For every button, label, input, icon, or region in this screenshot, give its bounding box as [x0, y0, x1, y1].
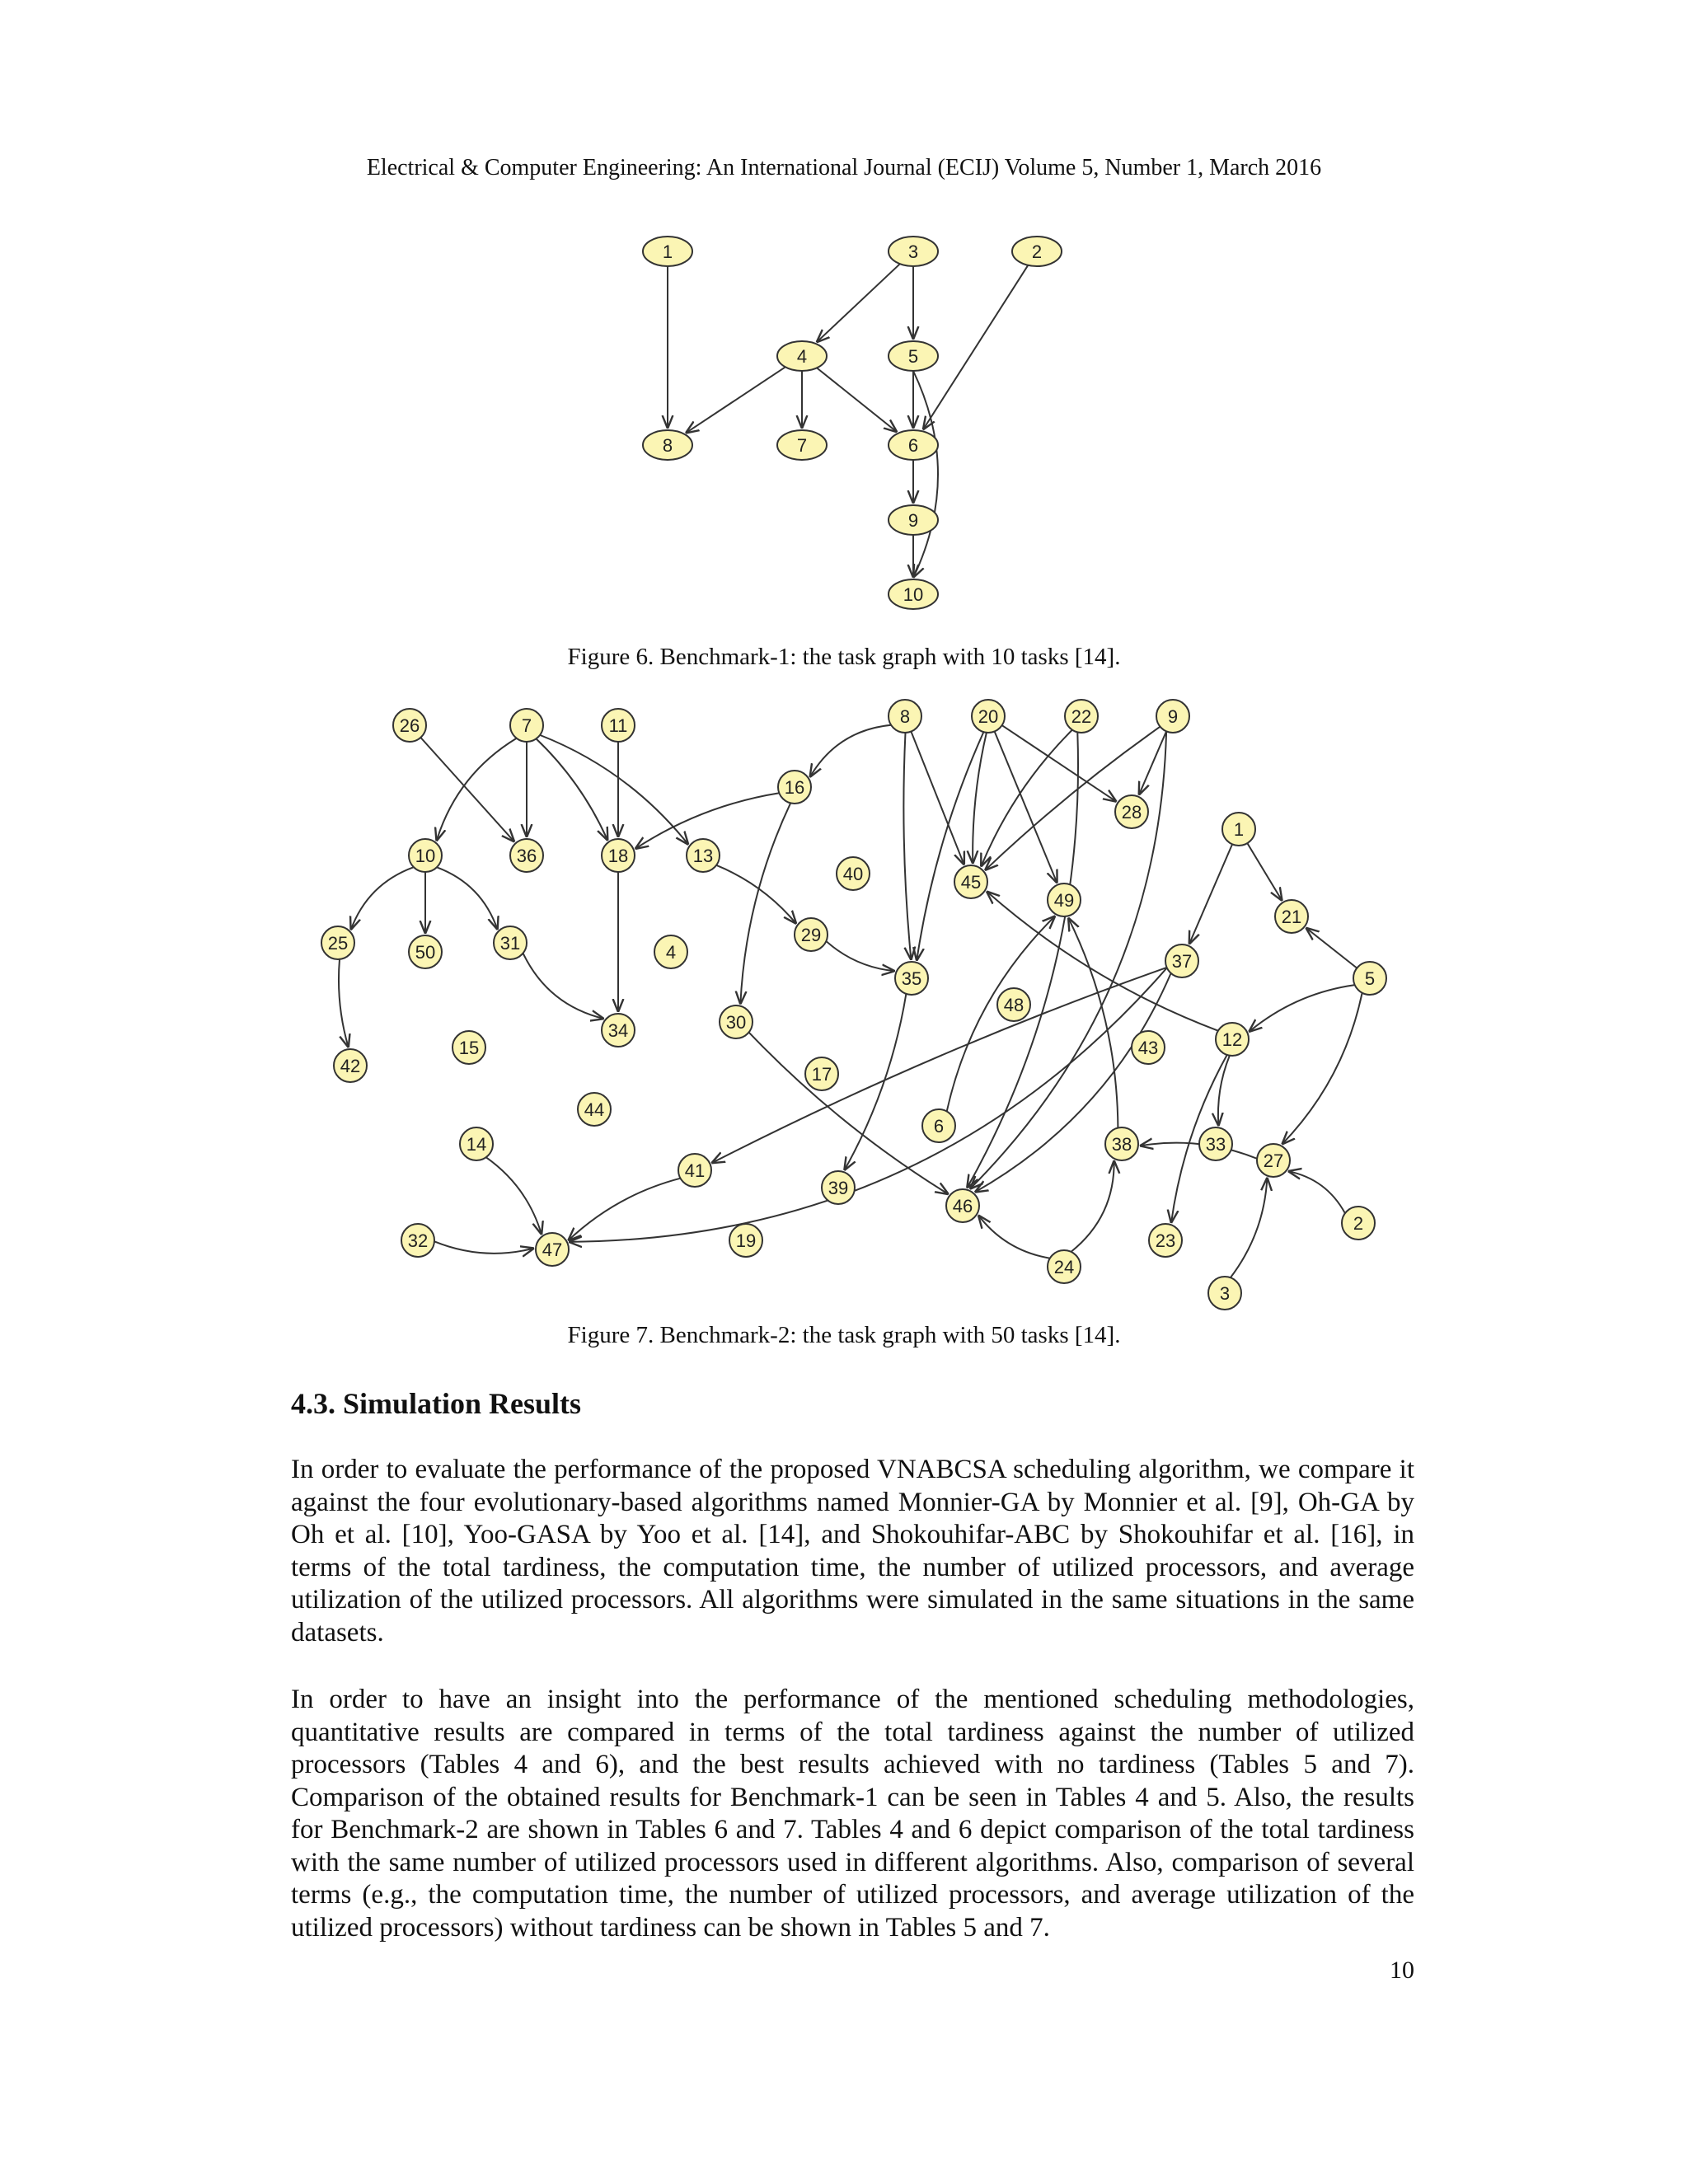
node-8-label: 8 [662, 434, 673, 456]
node-44-label: 44 [584, 1099, 605, 1120]
node-11-label: 11 [608, 715, 628, 736]
node-10 [409, 839, 442, 872]
node-48-label: 48 [1003, 994, 1025, 1015]
node-4 [654, 935, 687, 968]
node-23 [1149, 1224, 1182, 1257]
node-33 [1199, 1127, 1232, 1160]
node-20 [972, 700, 1005, 733]
node-34 [602, 1014, 635, 1047]
node-12-label: 12 [1221, 1029, 1243, 1050]
node-27 [1257, 1144, 1290, 1177]
node-45-label: 45 [960, 871, 982, 893]
node-46 [946, 1189, 979, 1222]
node-30 [720, 1005, 753, 1038]
edge-14-to-47 [486, 1157, 542, 1235]
node-46-label: 46 [952, 1195, 973, 1216]
node-8-label: 8 [899, 705, 911, 727]
node-38-label: 38 [1111, 1133, 1132, 1155]
edge-41-to-47 [568, 1179, 680, 1241]
edge-26-to-36 [420, 738, 514, 842]
node-15 [452, 1031, 485, 1064]
node-21 [1275, 900, 1308, 933]
node-26-label: 26 [399, 715, 420, 736]
node-48 [997, 988, 1030, 1021]
node-30-label: 30 [725, 1011, 747, 1033]
node-3-label: 3 [1219, 1282, 1231, 1304]
node-8 [889, 700, 921, 733]
node-50 [409, 935, 442, 968]
node-35-label: 35 [901, 968, 922, 989]
node-22-label: 22 [1071, 705, 1092, 727]
node-35 [895, 962, 928, 995]
edge-16-to-30 [740, 803, 790, 1004]
node-34-label: 34 [607, 1019, 629, 1041]
node-10-label: 10 [415, 845, 436, 866]
node-47-label: 47 [542, 1239, 563, 1260]
node-9-label: 9 [1167, 705, 1179, 727]
node-17-label: 17 [811, 1063, 832, 1085]
node-16-label: 16 [784, 776, 805, 798]
node-1 [1222, 813, 1255, 846]
node-13-label: 13 [692, 845, 714, 866]
node-37-label: 37 [1171, 950, 1193, 972]
edge-30-to-46 [749, 1033, 949, 1195]
edge-24-to-38 [1071, 1160, 1114, 1252]
node-32-label: 32 [407, 1230, 429, 1251]
edge-20-to-49 [995, 731, 1057, 883]
figure-7-caption: Figure 7. Benchmark-2: the task graph with 50 tasks [14]. [567, 1322, 1121, 1348]
edge-10-to-25 [351, 867, 414, 930]
node-41 [678, 1154, 711, 1187]
node-41-label: 41 [684, 1160, 706, 1181]
node-21-label: 21 [1281, 906, 1302, 927]
node-6 [922, 1109, 955, 1142]
node-20-label: 20 [978, 705, 999, 727]
node-28 [1115, 795, 1148, 828]
node-14-label: 14 [466, 1133, 487, 1155]
node-26 [393, 709, 426, 742]
node-42-label: 42 [340, 1055, 361, 1076]
node-38 [1105, 1127, 1138, 1160]
paragraph-2: In order to have an insight into the performance of the mentioned scheduling methodologies, quantitative results are compared in terms of the total tardiness against the number of utilized processors (Tables 4 and 6), and the best results achieved with no tardiness (Tables 5 and 7). Comparison of the obtained results for Benchmark-1 can be seen in Tables 4 and 5. Also, the results for Benchmark-2 are shown in Tables 6 and 7. Tables 4 and 6 depict comparison of the total tardiness with the same number of utilized processors used in different algorithms. Also, comparison of several terms (e.g., the computation time, the number of utilized processors, and average utilization of the utilized processors) without tardiness can be shown in Tables 5 and 7. [291, 1685, 1414, 1943]
node-45 [954, 865, 987, 898]
edge-7-to-18 [536, 738, 607, 841]
edge-22-to-45 [981, 730, 1072, 867]
edge-7-to-10 [437, 738, 517, 841]
edge-1-to-21 [1247, 843, 1282, 901]
edge-5-to-21 [1306, 928, 1357, 968]
section-title: 4.3. Simulation Results [291, 1387, 582, 1420]
node-29-label: 29 [800, 924, 822, 945]
node-40 [837, 857, 870, 890]
node-33-label: 33 [1205, 1133, 1226, 1155]
node-27-label: 27 [1263, 1150, 1284, 1171]
edge-25-to-42 [339, 959, 349, 1047]
edge-7-to-13 [540, 735, 688, 845]
node-31-label: 31 [499, 932, 521, 954]
edge-5-to-12 [1249, 985, 1355, 1032]
node-5 [1353, 962, 1386, 995]
node-13 [687, 839, 720, 872]
edge-1-to-37 [1189, 844, 1232, 944]
node-1-label: 1 [1233, 818, 1245, 840]
node-37 [1165, 944, 1198, 977]
edge-24-to-46 [978, 1215, 1050, 1258]
node-7-label: 7 [796, 434, 808, 456]
edge-32-to-47 [434, 1241, 534, 1253]
node-3 [1208, 1277, 1241, 1310]
node-11 [602, 709, 635, 742]
node-4-label: 4 [665, 941, 677, 963]
node-25 [321, 926, 354, 959]
node-29 [795, 918, 828, 951]
node-24-label: 24 [1053, 1256, 1075, 1277]
node-23-label: 23 [1155, 1230, 1176, 1251]
node-16 [778, 771, 811, 804]
node-4-label: 4 [796, 345, 808, 367]
node-50-label: 50 [415, 941, 436, 963]
node-12 [1216, 1023, 1249, 1056]
node-10-label: 10 [903, 583, 924, 605]
node-24 [1048, 1250, 1081, 1283]
page-number: 10 [1390, 1957, 1414, 1984]
node-6-label: 6 [907, 434, 919, 456]
edge-8-to-35 [903, 733, 911, 960]
node-7-label: 7 [521, 715, 532, 736]
node-3-label: 3 [907, 241, 919, 262]
node-18 [602, 839, 635, 872]
node-17 [805, 1057, 838, 1090]
node-6-label: 6 [933, 1115, 945, 1137]
edge-8-to-16 [810, 725, 892, 777]
node-36 [510, 839, 543, 872]
node-9 [1156, 700, 1189, 733]
node-28-label: 28 [1121, 801, 1142, 823]
node-15-label: 15 [458, 1037, 480, 1058]
node-42 [334, 1049, 367, 1082]
node-47 [536, 1233, 569, 1266]
node-18-label: 18 [607, 845, 629, 866]
node-36-label: 36 [516, 845, 537, 866]
edge-12-to-33 [1218, 1056, 1230, 1127]
paragraph-1: In order to evaluate the performance of the proposed VNABCSA scheduling algorithm, we compare it against the four evolutionary-based algorithms named Monnier-GA by Monnier et al. [9], Oh-GA by Oh et al. [10], Yoo-GASA by Yoo et al. [14], and Shokouhifar-ABC by Shokouhifar et al. [16], in terms of the total tardiness, the computation time, the number of utilized processors, and average utilization of the utilized processors. All algorithms were simulated in the same situations in the same datasets. [291, 1455, 1414, 1647]
figure-6-caption: Figure 6. Benchmark-1: the task graph with 10 tasks [14]. [567, 644, 1121, 670]
node-31 [494, 926, 527, 959]
edge-27-to-38 [1140, 1143, 1257, 1159]
node-14 [460, 1127, 493, 1160]
node-5-label: 5 [1364, 968, 1376, 989]
node-44 [578, 1093, 611, 1126]
node-40-label: 40 [842, 863, 864, 884]
node-39 [822, 1171, 855, 1204]
edge-20-to-35 [917, 732, 983, 961]
node-22 [1065, 700, 1098, 733]
node-5-label: 5 [907, 345, 919, 367]
node-9-label: 9 [907, 509, 919, 531]
node-2 [1342, 1207, 1375, 1240]
edge-2-to-27 [1288, 1171, 1345, 1213]
edge-37-to-47 [569, 968, 1167, 1242]
edge-31-to-34 [523, 954, 604, 1019]
edge-3-to-27 [1231, 1178, 1268, 1278]
node-49 [1048, 883, 1081, 916]
node-7 [510, 709, 543, 742]
node-19 [729, 1224, 762, 1257]
node-25-label: 25 [327, 932, 349, 954]
node-19-label: 19 [735, 1230, 757, 1251]
node-2-label: 2 [1353, 1212, 1364, 1234]
node-2-label: 2 [1031, 241, 1043, 262]
node-43-label: 43 [1137, 1037, 1159, 1058]
node-49-label: 49 [1053, 889, 1075, 911]
node-43 [1132, 1031, 1165, 1064]
edge-29-to-35 [826, 941, 894, 971]
node-1-label: 1 [662, 241, 673, 262]
node-32 [401, 1224, 434, 1257]
node-39-label: 39 [828, 1177, 849, 1198]
edge-5-to-27 [1282, 993, 1362, 1145]
running-header: Electrical & Computer Engineering: An International Journal (ECIJ) Volume 5, Number 1, March 2016 [366, 155, 1322, 180]
edge-10-to-31 [437, 867, 498, 930]
